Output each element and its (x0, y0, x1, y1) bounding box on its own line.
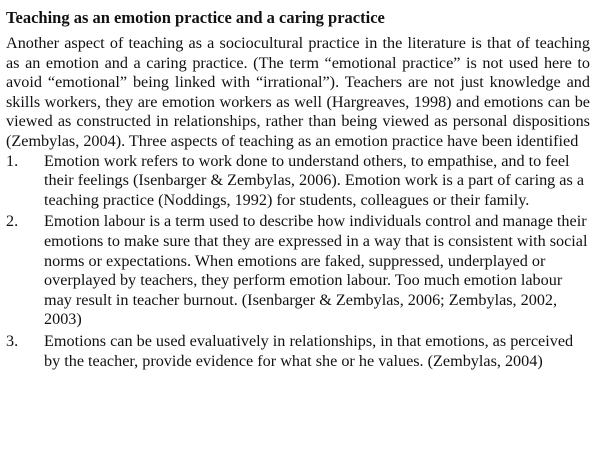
list-item-text: Emotion labour is a term used to describe how individuals control and manage their emotions to make sure that they are expressed in a way that is consistent with social norms or expectations. When emotions are faked, suppressed, underplayed or overplayed by teachers, they perform emotion labour. Too much emotion labour may result in teacher burnout. (Isenbarger & Zembylas, 2006; Zembylas, 2002, 2003) (44, 212, 588, 329)
list-item-number: 1. (6, 151, 19, 170)
list-item-number: 3. (6, 331, 19, 350)
intro-paragraph: Another aspect of teaching as a sociocultural practice in the literature is that of teaching as an emotion and a caring practice. (The term “emotional practice” is not used here to avoid “emotional” being linked with “irrational”). Teachers are not just knowledge and skills workers, they are emotion workers as well (Hargreaves, 1998) and emotions can be viewed as constructed in relationships, rather than being viewed as personal dispositions (Zembylas, 2004). Three aspects of teaching as an emotion practice have been identified (6, 34, 590, 150)
section-heading: Teaching as an emotion practice and a caring practice (6, 8, 385, 27)
document-page (6, 8, 590, 373)
list-item-number: 2. (6, 212, 19, 231)
list-item-text: Emotion work refers to work done to understand others, to empathise, and to feel their feelings (Isenbarger & Zembylas, 2006). Emotion work is a part of caring as a teaching practice (Noddings, 1992) for students, colleagues or their family. (44, 151, 585, 209)
aspects-list (6, 152, 590, 372)
list-item (6, 212, 590, 330)
list-item (6, 152, 590, 211)
list-item-text: Emotions can be used evaluatively in relationships, in that emotions, as perceived by the teacher, provide evidence for what she or he values. (Zembylas, 2004) (44, 331, 574, 370)
list-item (6, 332, 590, 371)
